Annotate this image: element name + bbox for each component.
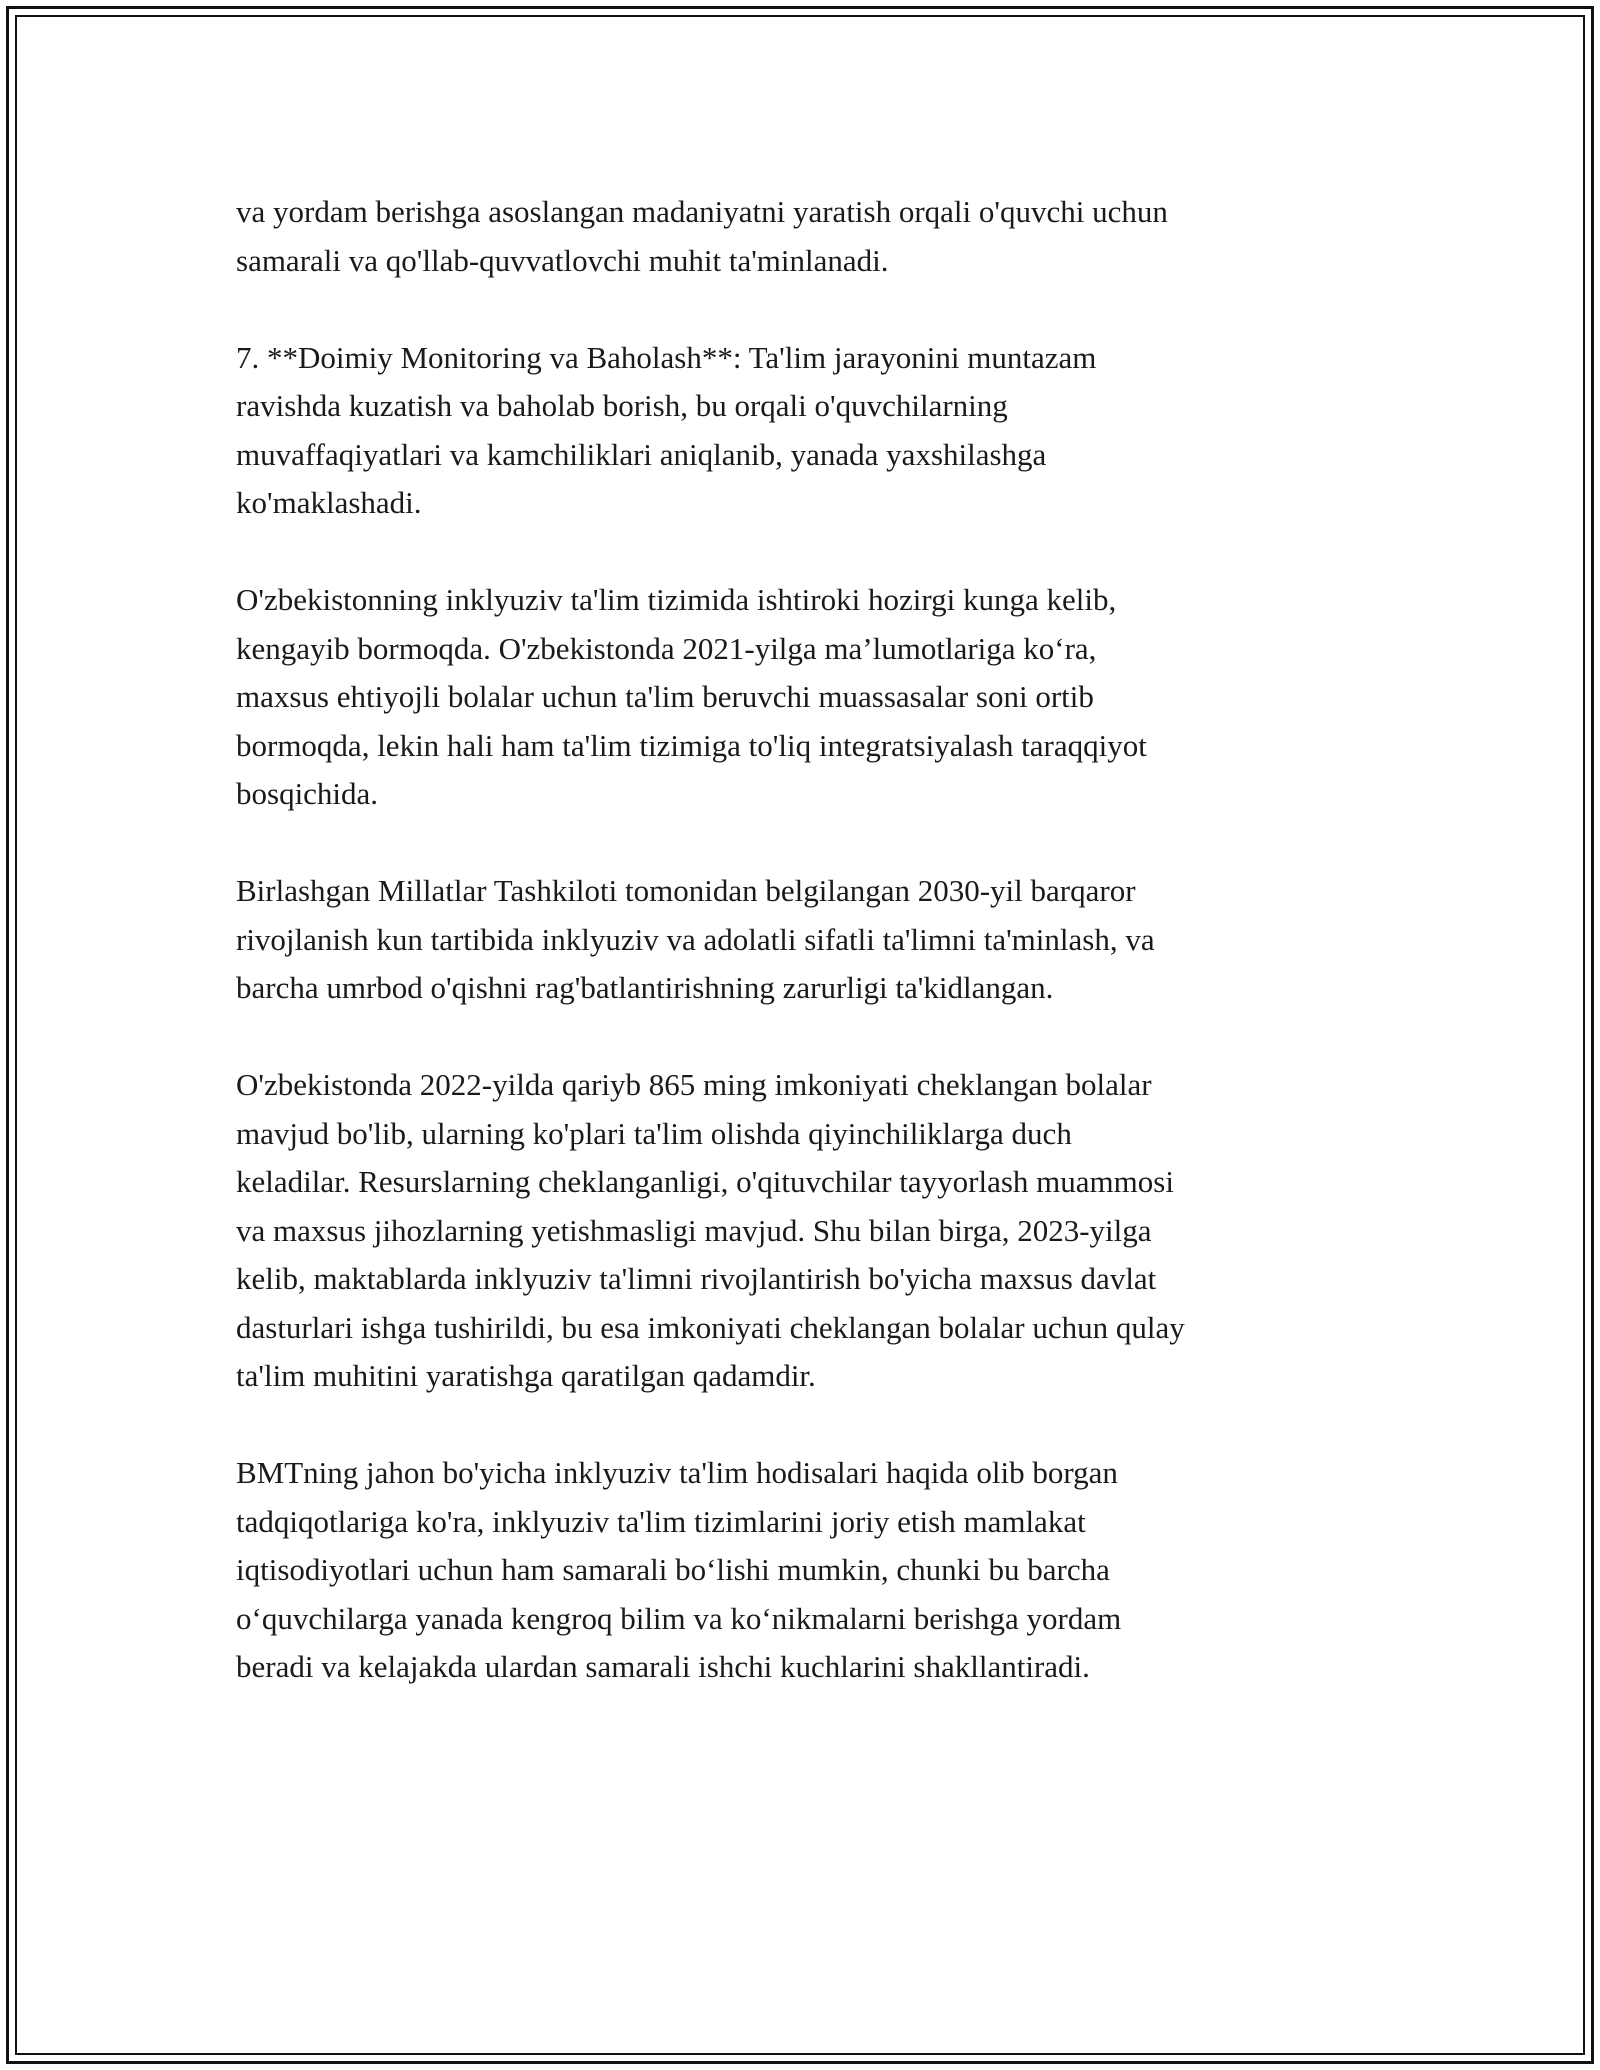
text-line: keladilar. Resurslarning cheklanganligi, o'qituvchilar tayyorlash muammosi: [236, 1164, 1174, 1199]
text-line: barcha umrbod o'qishni rag'batlantirishning zarurligi ta'kidlangan.: [236, 970, 1054, 1005]
text-line: kengayib bormoqda. O'zbekistonda 2021-yilga ma’lumotlariga ko‘ra,: [236, 630, 1097, 666]
text-line: maxsus ehtiyojli bolalar uchun ta'lim beruvchi muassasalar soni ortib: [236, 679, 1094, 714]
text-line: o‘quvchilarga yanada kengroq bilim va ko‘nikmalarni berishga yordam: [236, 1600, 1122, 1636]
text-line: iqtisodiyotlari uchun ham samarali bo‘lishi mumkin, chunki bu barcha: [236, 1552, 1110, 1587]
paragraph-un-agenda: [236, 867, 1366, 1013]
text-line: muvaffaqiyatlari va kamchiliklari aniqlanib, yanada yaxshilashga: [236, 436, 1047, 472]
paragraph-statistics-2022: [236, 1061, 1366, 1401]
paragraph-uzbekistan-inclusive: [236, 576, 1366, 819]
text-line: ta'lim muhitini yaratishga qaratilgan qadamdir.: [236, 1358, 816, 1393]
text-line: samarali va qo'llab-quvvatlovchi muhit ta'minlanadi.: [236, 242, 889, 278]
document-body: [236, 188, 1366, 1740]
text-line: va yordam berishga asoslangan madaniyatni yaratish orqali o'quvchi uchun: [236, 194, 1168, 229]
text-line: rivojlanish kun tartibida inklyuziv va adolatli sifatli ta'limni ta'minlash, va: [236, 921, 1155, 957]
text-line: ravishda kuzatish va baholab borish, bu orqali o'quvchilarning: [236, 388, 1008, 423]
text-line: O'zbekistonda 2022-yilda qariyb 865 ming imkoniyati cheklangan bolalar: [236, 1067, 1152, 1102]
text-line: va maxsus jihozlarning yetishmasligi mavjud. Shu bilan birga, 2023-yilga: [236, 1212, 1152, 1248]
text-line: kelib, maktablarda inklyuziv ta'limni rivojlantirish bo'yicha maxsus davlat: [236, 1261, 1157, 1296]
paragraph-monitoring: [236, 334, 1366, 528]
paragraph-culture-support: [236, 188, 1366, 285]
text-line: mavjud bo'lib, ularning ko'plari ta'lim olishda qiyinchiliklarga duch: [236, 1115, 1072, 1151]
text-line: BMTning jahon bo'yicha inklyuziv ta'lim hodisalari haqida olib borgan: [236, 1455, 1118, 1490]
text-line: tadqiqotlariga ko'ra, inklyuziv ta'lim tizimlarini joriy etish mamlakat: [236, 1503, 1086, 1539]
text-line: bosqichida.: [236, 776, 379, 811]
text-line: bormoqda, lekin hali ham ta'lim tizimiga to'liq integratsiyalash taraqqiyot: [236, 727, 1147, 763]
paragraph-un-research: [236, 1449, 1366, 1692]
text-line: dasturlari ishga tushirildi, bu esa imkoniyati cheklangan bolalar uchun qulay: [236, 1309, 1185, 1345]
text-line: ko'maklashadi.: [236, 485, 422, 520]
text-line: beradi va kelajakda ulardan samarali ishchi kuchlarini shakllantiradi.: [236, 1649, 1090, 1684]
text-line: O'zbekistonning inklyuziv ta'lim tizimida ishtiroki hozirgi kunga kelib,: [236, 582, 1117, 617]
text-line: 7. **Doimiy Monitoring va Baholash**: Ta'lim jarayonini muntazam: [236, 339, 1097, 375]
text-line: Birlashgan Millatlar Tashkiloti tomonidan belgilangan 2030-yil barqaror: [236, 873, 1136, 908]
